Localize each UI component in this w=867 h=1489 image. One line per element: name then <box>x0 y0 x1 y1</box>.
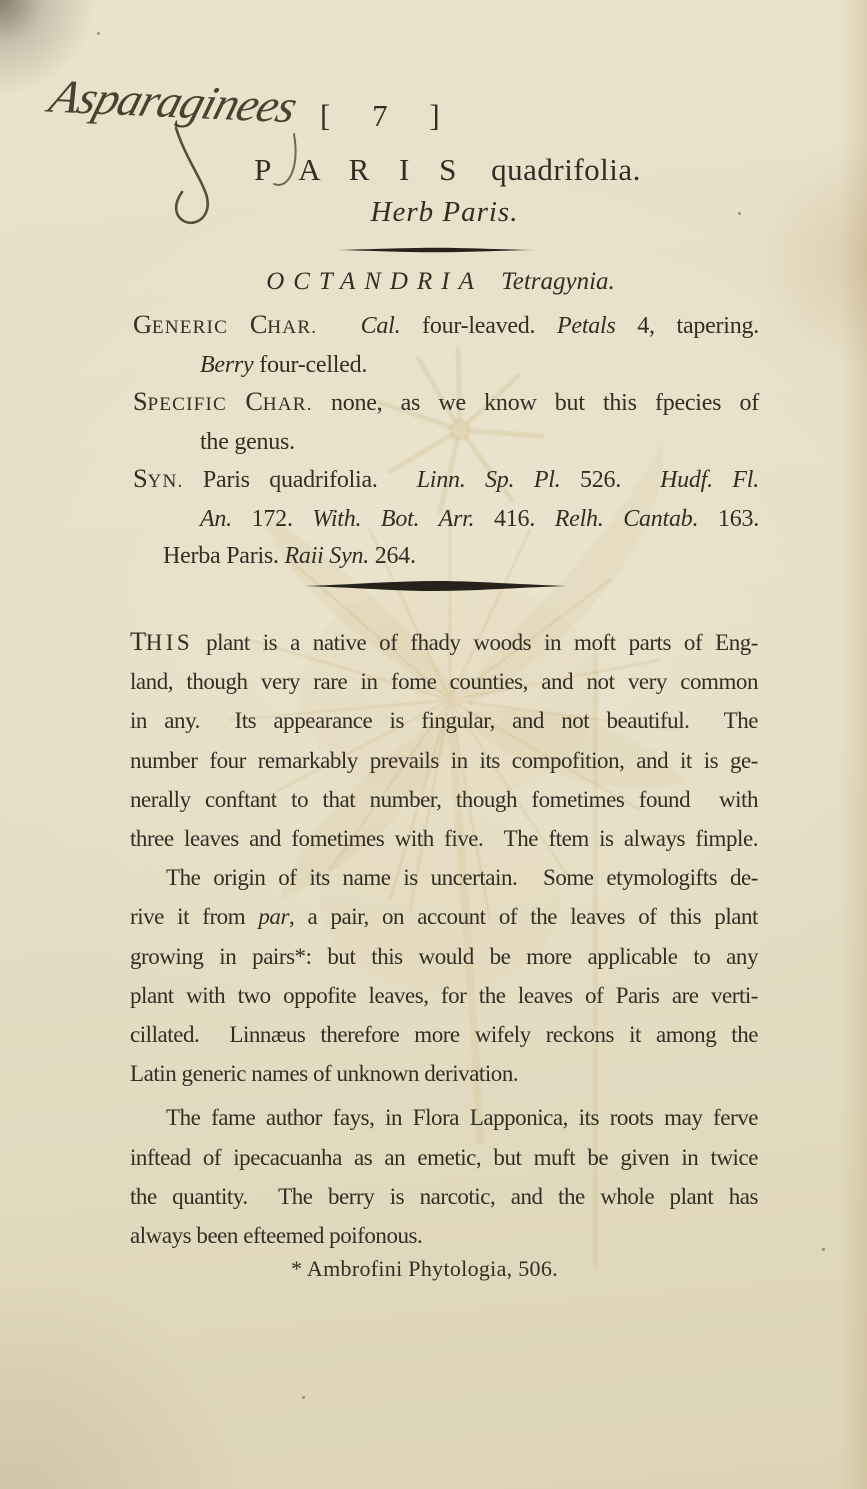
text-segment: The fame author fays, in Flora Lapponica, its roots may ferve <box>166 1105 758 1131</box>
text-line <box>130 701 758 740</box>
text-line <box>130 1098 758 1137</box>
paper-speck <box>302 1396 305 1399</box>
text-line <box>133 460 759 501</box>
text-segment: Herba Paris. <box>163 542 285 569</box>
text-segment: par <box>258 904 289 930</box>
text-line <box>130 976 758 1015</box>
text-line <box>130 897 758 936</box>
text-segment: plant with two oppofite leaves, for the leaves of Paris are verti- <box>130 982 758 1008</box>
text-segment: An. <box>200 505 232 532</box>
text-line <box>130 819 758 858</box>
paper-speck <box>822 1248 825 1251</box>
text-segment: ENERIC <box>151 317 250 338</box>
text-line <box>130 1177 758 1216</box>
text-segment: three leaves and fometimes with five. The ftem is always fimple. <box>130 826 758 852</box>
text-segment: none, as we know but this fpecies of <box>312 390 760 417</box>
text-segment: YN. <box>147 471 184 493</box>
text-line <box>130 622 758 662</box>
text-segment: G <box>133 309 152 339</box>
text-segment: 416. <box>474 505 555 532</box>
linnaean-classification <box>0 268 867 296</box>
divider-rule-swelled <box>305 580 567 592</box>
text-line <box>133 501 759 538</box>
text-line <box>130 741 758 780</box>
text-segment: HAR. <box>267 317 318 338</box>
text-segment: HAR. <box>262 394 313 416</box>
text-segment: Linn. Sp. Pl. <box>416 467 561 494</box>
text-segment: 172. <box>231 505 313 532</box>
text-segment: the quantity. The berry is narcotic, and the whole plant has <box>130 1183 758 1209</box>
linnaean-order: Tetragynia. <box>501 268 615 295</box>
handwritten-inscription: Asparaginees <box>43 71 303 134</box>
genus-name: P A R I S <box>254 152 468 187</box>
text-segment: , a pair, on account of the leaves of this plant <box>288 904 758 930</box>
text-line <box>133 347 759 384</box>
divider-rule-thin <box>337 247 533 253</box>
text-segment: With. Bot. Arr. <box>312 505 475 532</box>
text-line <box>130 662 758 701</box>
common-name: Herb Paris. <box>370 196 519 228</box>
text-line <box>133 383 759 424</box>
text-line <box>130 937 758 976</box>
text-segment: The origin of its name is uncertain. Some etymologifts de- <box>166 865 758 891</box>
text-segment: Petals <box>557 313 616 339</box>
text-segment: 4, tapering. <box>615 313 759 339</box>
text-segment: HIS <box>145 630 194 655</box>
text-segment: the genus. <box>200 428 295 455</box>
text-segment: land, though very rare in fome counties, and not very common <box>130 669 758 695</box>
footnote: * Ambrofini Phytologia, 506. <box>291 1256 558 1281</box>
text-segment: Cal. <box>360 313 401 339</box>
text-segment: Relh. Cantab. <box>554 505 699 532</box>
text-segment: cillated. Linnæus therefore more wifely reckons it among the <box>130 1022 758 1048</box>
species-title <box>0 152 867 188</box>
text-segment <box>317 313 360 339</box>
text-line <box>130 1216 758 1255</box>
character-synonym-block <box>133 306 759 574</box>
text-segment: four-leaved. <box>400 313 558 339</box>
text-segment: number four remarkably prevails in its compofition, and it is ge- <box>130 747 758 773</box>
text-segment: S <box>133 463 148 494</box>
text-segment: rive it from <box>130 904 259 930</box>
species-epithet: quadrifolia. <box>491 152 641 187</box>
text-segment: 163. <box>698 505 759 532</box>
paragraph <box>130 622 758 858</box>
text-segment: C <box>245 386 263 417</box>
text-segment: S <box>133 386 148 417</box>
paragraph <box>130 1098 758 1255</box>
text-segment: growing in pairs*: but this would be more applicable to any <box>130 943 758 969</box>
text-segment: four-celled. <box>253 351 368 378</box>
text-line <box>130 1054 758 1093</box>
text-line <box>133 538 759 575</box>
page-number: [ 7 ] <box>320 98 449 133</box>
text-segment: T <box>130 626 146 656</box>
text-segment: Raii Syn. <box>284 542 370 569</box>
text-segment: inftead of ipecacuanha as an emetic, but muft be given in twice <box>130 1144 758 1170</box>
paragraph <box>130 858 758 1093</box>
text-line <box>130 858 758 897</box>
text-segment: Paris quadrifolia. <box>183 467 417 494</box>
text-segment: C <box>249 309 268 339</box>
text-segment: 526. <box>560 467 661 494</box>
text-line <box>130 1015 758 1054</box>
text-segment: always been efteemed poifonous. <box>130 1223 423 1249</box>
text-line <box>130 1138 758 1177</box>
linnaean-class: OCTANDRIA <box>266 268 483 295</box>
main-text <box>130 622 758 1255</box>
text-segment: in any. Its appearance is fingular, and not beautiful. The <box>130 708 758 734</box>
text-segment: PECIFIC <box>147 394 246 416</box>
text-segment: Berry <box>200 351 254 378</box>
paper-speck <box>97 32 100 35</box>
text-line <box>130 780 758 819</box>
text-segment: plant is a native of fhady woods in moft parts of Eng- <box>193 630 758 655</box>
text-segment: Latin generic names of unknown derivation. <box>130 1061 519 1087</box>
text-segment: nerally conftant to that number, though fometimes found with <box>130 786 758 812</box>
text-line <box>133 306 759 347</box>
text-segment: Hudf. Fl. <box>660 467 759 494</box>
text-segment: 264. <box>369 542 416 569</box>
text-line <box>133 424 759 461</box>
